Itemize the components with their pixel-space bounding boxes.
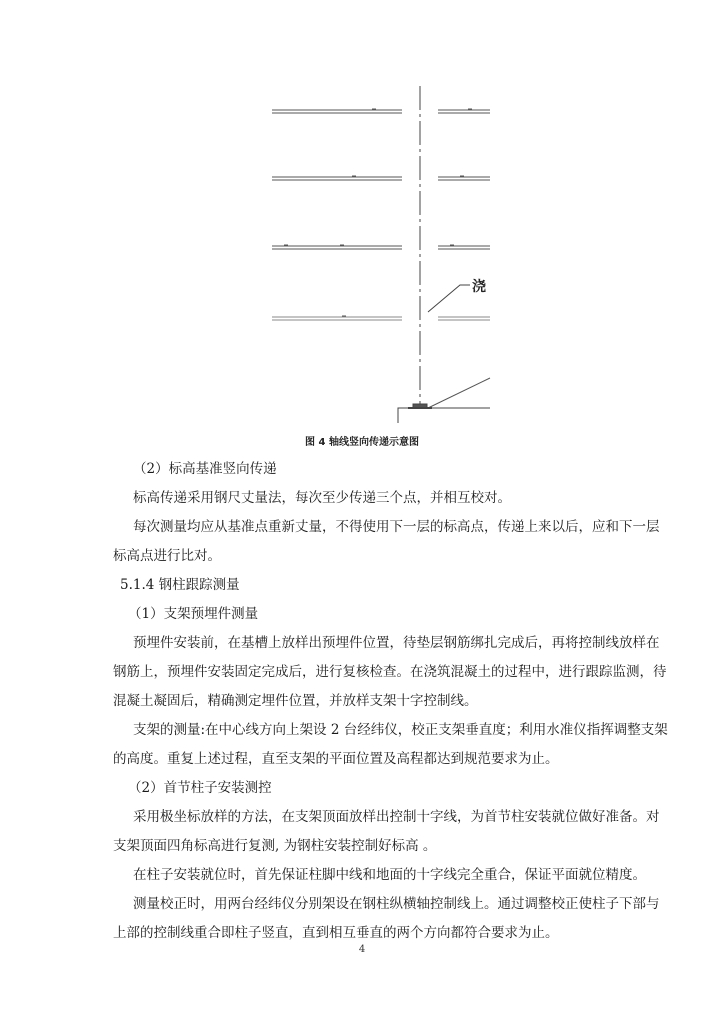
subheading-embedded-parts: （1）支架预埋件测量 [128,606,259,622]
paragraph-line: 标高点进行比对。 [113,548,221,564]
paragraph-line: 的高度。重复上述过程，直至支架的平面位置及高程都达到规范要求为止。 [113,751,559,767]
floor-slab-right-2 [438,177,490,180]
floor-slab-left-4 [272,317,402,320]
sight-line [428,378,490,408]
paragraph-line: 测量校正时，用两台经纬仪分别架设在钢柱纵横轴控制线上。通过调整校正使柱子下部与 [133,896,660,912]
floor-slab-right-1 [438,110,490,113]
paragraph-line: 钢筋上，预埋件安装固定完成后，进行复核检查。在浇筑混凝土的过程中，进行跟踪监测，待 [113,664,667,680]
floor-slab-left-3 [272,246,402,249]
paragraph-line: 标高传递采用钢尺丈量法，每次至少传递三个点，并相互校对。 [133,490,511,506]
floor-slab-right-4 [438,317,490,320]
paragraph-line: 上部的控制线重合即柱子竖直，直到相互垂直的两个方向都符合要求为止。 [113,925,559,941]
floor-slab-right-3 [438,246,490,249]
paragraph-line: 支架顶面四角标高进行复测, 为钢柱安装控制好标高 。 [113,838,437,854]
base-instrument [398,404,490,423]
paragraph-line: 预埋件安装前，在基槽上放样出预埋件位置，待垫层钢筋绑扎完成后，再将控制线放样在 [133,635,660,651]
figure-caption: 图 4 轴线竖向传递示意图 [305,437,419,448]
floor-slab-left-1 [272,110,402,113]
subheading-first-column: （2）首节柱子安装测控 [128,780,272,796]
paragraph-line: 每次测量均应从基准点重新丈量，不得使用下一层的标高点，传递上来以后，应和下一层 [133,519,660,535]
floor-slab-left-2 [272,177,402,180]
paragraph-line: 支架的测量:在中心线方向上架设 2 台经纬仪，校正支架垂直度；利用水准仪指挥调整支架 [133,722,668,738]
page-number: 4 [358,944,366,955]
paragraph-line: 在柱子安装就位时，首先保证柱脚中线和地面的十字线完全重合，保证平面就位精度。 [133,867,646,883]
paragraph-line: 混凝土凝固后，精确测定埋件位置，并放样支架十字控制线。 [113,693,478,709]
paragraph-line: 采用极坐标放样的方法，在支架顶面放样出控制十字线，为首节柱安装就位做好准备。对 [133,809,660,825]
subheading-elevation-transfer: （2）标高基准竖向传递 [133,461,277,477]
label-leader-line [428,285,470,312]
figure-partial-label: 浇 [472,279,486,295]
section-heading-column-tracking: 5.1.4 钢柱跟踪测量 [120,577,240,593]
axis-transfer-diagram [250,78,500,423]
